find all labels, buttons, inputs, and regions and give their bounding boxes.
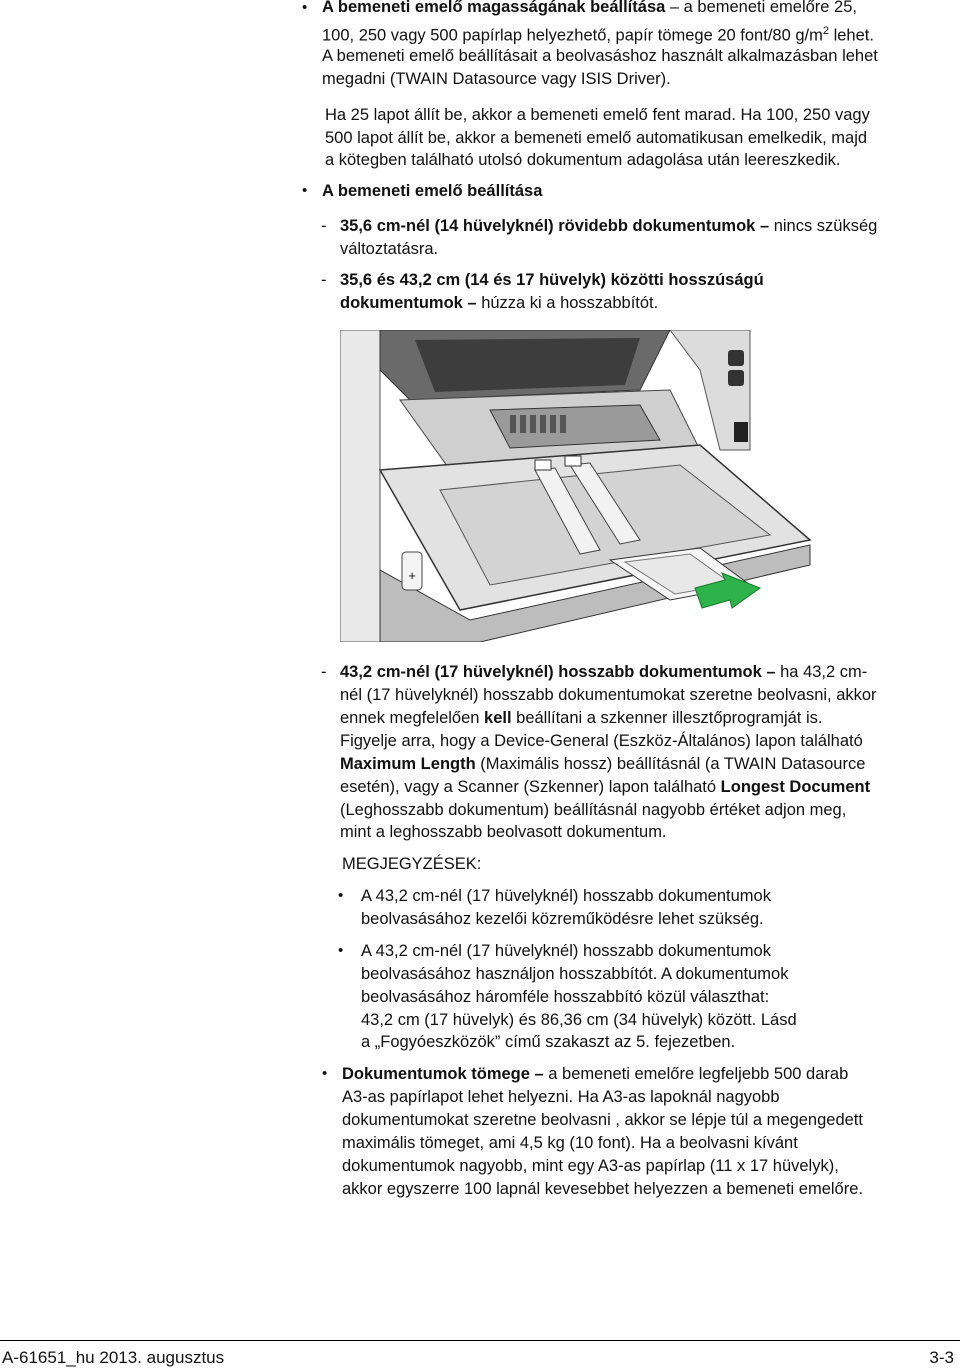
- note-line: 43,2 cm (17 hüvelyk) és 86,36 cm (34 hüvelyk) között. Lásd: [361, 1011, 797, 1029]
- paragraph-line: akkor egyszerre 100 lapnál kevesebbet helyezzen a bemeneti emelőre.: [342, 1180, 863, 1198]
- paragraph-line: Ha 25 lapot állít be, akkor a bemeneti emelő fent marad. Ha 100, 250 vagy: [325, 106, 870, 124]
- dash-marker: -: [321, 271, 327, 289]
- bullet-marker: •: [302, 182, 308, 199]
- paragraph-line: 100, 250 vagy 500 papírlap helyezhető, papír tömege 20 font/80 $g/m^2$ lehet.: [322, 25, 874, 45]
- paragraph-line: dokumentumok – húzza ki a hosszabbítót.: [340, 294, 659, 312]
- note-line: beolvasásához kezelői közreműködésre lehet szükség.: [361, 910, 764, 928]
- note-line: A 43,2 cm-nél (17 hüvelyknél) hosszabb dokumentumok: [361, 887, 771, 905]
- footer-doc-id: A-61651_hu 2013. augusztus: [2, 1348, 225, 1367]
- dash-marker: -: [321, 217, 327, 235]
- scanner-input-tray-illustration: [340, 330, 960, 642]
- paragraph-line: 43,2 cm-nél (17 hüvelyknél) hosszabb dokumentumok – ha 43,2 cm-: [340, 663, 868, 681]
- paragraph-line: változtatásra.: [340, 240, 439, 258]
- note-line: a „Fogyóeszközök” című szakaszt az 5. fejezetben.: [361, 1033, 736, 1051]
- note-line: beolvasásához használjon hosszabbítót. A dokumentumok: [361, 965, 789, 983]
- bullet-marker: •: [322, 1065, 328, 1082]
- note-heading: MEGJEGYZÉSEK:: [342, 855, 482, 873]
- section-title: A bemeneti emelő beállítása: [322, 182, 543, 200]
- paragraph-line: 500 lapot állít be, akkor a bemeneti emelő automatikusan emelkedik, majd: [325, 129, 868, 147]
- section-title: A bemeneti emelő magasságának beállítása: [322, 0, 666, 16]
- footer-page-number: 3-3: [929, 1348, 954, 1367]
- svg-text:+: +: [408, 568, 416, 583]
- paragraph-line: nél (17 hüvelyknél) hosszabb dokumentumokat szeretne beolvasni, akkor: [340, 686, 877, 704]
- paragraph-line: A bemeneti emelő beállításait a beolvasáshoz használt alkalmazásban lehet: [322, 47, 878, 65]
- note-line: A 43,2 cm-nél (17 hüvelyknél) hosszabb dokumentumok: [361, 942, 771, 960]
- footer-divider: [0, 1340, 960, 1341]
- bullet-marker: •: [302, 0, 308, 16]
- dash-marker: -: [321, 663, 327, 681]
- paragraph-line: A bemeneti emelő magasságának beállítása – a bemeneti emelőre 25,: [322, 0, 857, 16]
- paragraph-line: Figyelje arra, hogy a Device-General (Eszköz-Általános) lapon található: [340, 732, 863, 750]
- bullet-marker: •: [338, 887, 344, 904]
- paragraph-line: (Leghosszabb dokumentum) beállításnál nagyobb értéket adjon meg,: [340, 801, 847, 819]
- paragraph-line: esetén), vagy a Scanner (Szkenner) lapon található Longest Document: [340, 778, 871, 796]
- paragraph-line: ennek megfelelően kell beállítani a szkenner illesztőprogramját is.: [340, 709, 823, 727]
- bullet-marker: •: [338, 942, 344, 959]
- paragraph-line: A3-as papírlapot lehet helyezni. Ha A3-as lapoknál nagyobb: [342, 1088, 780, 1106]
- paragraph-line: megadni (TWAIN Datasource vagy ISIS Driver).: [322, 70, 671, 88]
- paragraph-line: 35,6 cm-nél (14 hüvelyknél) rövidebb dokumentumok – nincs szükség: [340, 217, 878, 235]
- paragraph-line: maximális tömeget, ami 4,5 kg (10 font). Ha a beolvasni kívánt: [342, 1134, 798, 1152]
- paragraph-line: Dokumentumok tömege – a bemeneti emelőre legfeljebb 500 darab: [342, 1065, 849, 1083]
- paragraph-line: a kötegben található utolsó dokumentum adagolása után leereszkedik.: [325, 151, 841, 169]
- paragraph-line: mint a leghosszabb beolvasott dokumentum.: [340, 823, 667, 841]
- paragraph-line: Maximum Length (Maximális hossz) beállításnál (a TWAIN Datasource: [340, 755, 866, 773]
- paragraph-line: dokumentumokat szeretne beolvasni , akkor se lépje túl a megengedett: [342, 1111, 863, 1129]
- note-line: beolvasásához háromféle hosszabbító közül választhat:: [361, 988, 770, 1006]
- paragraph-line: dokumentumok nagyobb, mint egy A3-as papírlap (11 x 17 hüvelyk),: [342, 1157, 839, 1175]
- paragraph-line: 35,6 és 43,2 cm (14 és 17 hüvelyk) közötti hosszúságú: [340, 271, 764, 289]
